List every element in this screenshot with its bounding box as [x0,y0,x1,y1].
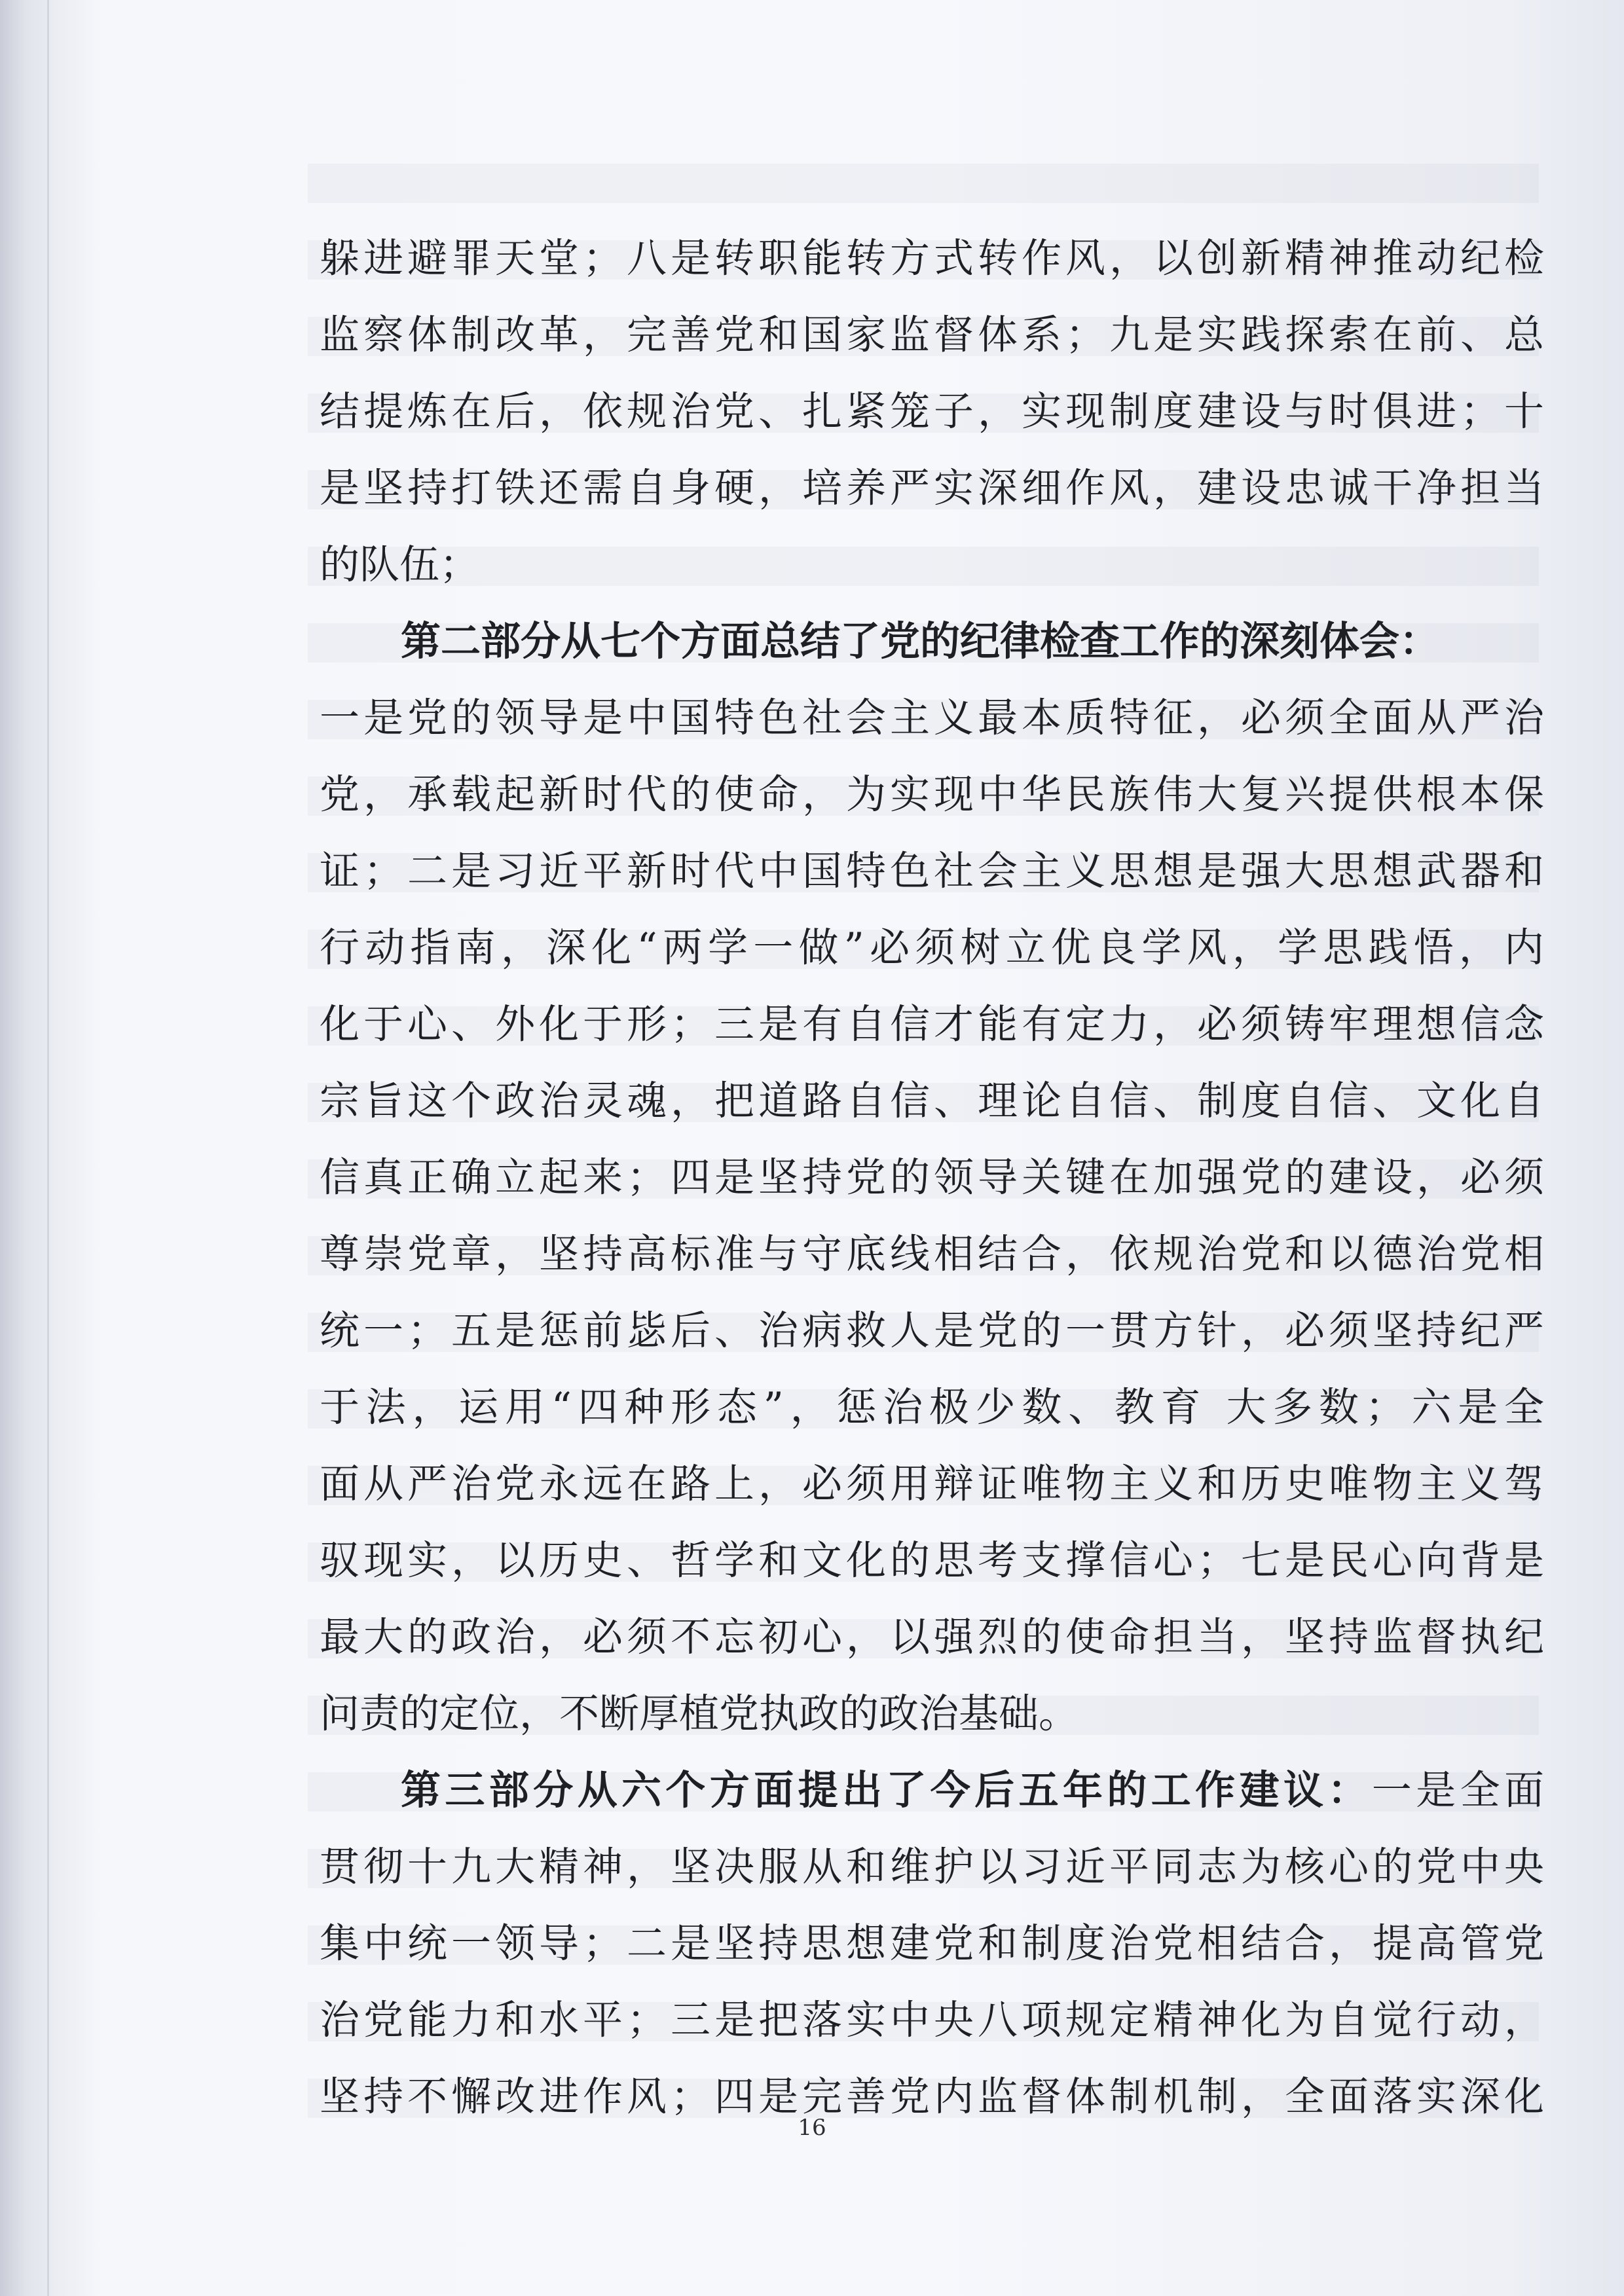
text-line: 贯彻十九大精神，坚决服从和维护以习近平同志为核心的党中央 [320,1844,1544,1890]
page-number: 16 [798,2115,826,2141]
text-line: 面从严治党永远在路上，必须用辩证唯物主义和历史唯物主义驾 [320,1461,1544,1507]
text-line: 问责的定位，不断厚植党执政的政治基础。 [320,1690,1079,1737]
text-line: 宗旨这个政治灵魂，把道路自信、理论自信、制度自信、文化自 [320,1078,1544,1124]
text-line: 集中统一领导；二是坚持思想建党和制度治党相结合，提高管党 [320,1920,1544,1967]
text-line: 坚持不懈改进作风；四是完善党内监督体制机制，全面落实深化 [320,2073,1544,2120]
text-line: 躲进避罪天堂；八是转职能转方式转作风，以创新精神推动纪检 [320,235,1544,282]
body-text [320,220,1544,2135]
part3-heading: 第三部分从六个方面提出了今后五年的工作建议： [401,1767,1372,1813]
binding-edge [47,0,49,2296]
part3-first-line [320,1752,1544,1829]
text-line: 一是党的领导是中国特色社会主义最本质特征，必须全面从严治 [320,695,1544,741]
text-line: 治党能力和水平；三是把落实中央八项规定精神化为自觉行动， [320,1997,1544,2043]
text-line: 是坚持打铁还需自身硬，培养严实深细作风，建设忠诚干净担当 [320,465,1544,511]
text-line: 化于心、外化于形；三是有自信才能有定力，必须铸牢理想信念 [320,1001,1544,1048]
text-line: 统一；五是惩前毖后、治病救人是党的一贯方针，必须坚持纪严 [320,1307,1544,1354]
text-line: 尊崇党章，坚持高标准与守底线相结合，依规治党和以德治党相 [320,1231,1544,1277]
text-line: 驭现实，以历史、哲学和文化的思考支撑信心；七是民心向背是 [320,1537,1544,1584]
text-line: 最大的政治，必须不忘初心，以强烈的使命担当，坚持监督执纪 [320,1614,1544,1660]
part3-first-line-rest: 一是全面 [1371,1767,1544,1813]
binding-shadow [0,0,98,2296]
text-line: 行动指南，深化“两学一做”必须树立优良学风，学思践悟，内 [320,924,1544,971]
text-line: 的队伍； [320,541,480,588]
text-line: 监察体制改革，完善党和国家监督体系；九是实践探索在前、总 [320,312,1544,358]
part2-heading: 第二部分从七个方面总结了党的纪律检查工作的深刻体会： [401,618,1440,665]
text-line: 信真正确立起来；四是坚持党的领导关键在加强党的建设，必须 [320,1154,1544,1201]
text-line: 结提炼在后，依规治党、扎紧笼子，实现制度建设与时俱进；十 [320,388,1544,435]
text-line: 证；二是习近平新时代中国特色社会主义思想是强大思想武器和 [320,848,1544,894]
text-line: 于法，运用“四种形态”，惩治极少数、教育 大多数；六是全 [320,1384,1544,1430]
text-line: 党，承载起新时代的使命，为实现中华民族伟大复兴提供根本保 [320,771,1544,818]
